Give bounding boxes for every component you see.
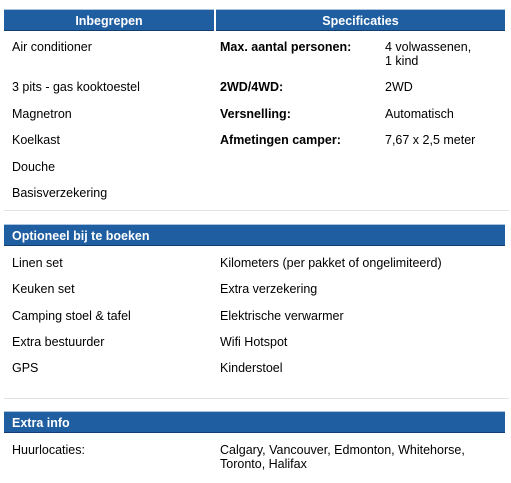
- spec-value-personen: 4 volwassenen,: [385, 40, 472, 54]
- extra-info-label-huurlocaties: Huurlocaties:: [12, 443, 85, 457]
- optional-item-verwarmer: Elektrische verwarmer: [220, 309, 344, 323]
- included-item-kooktoestel: 3 pits - gas kooktoestel: [12, 80, 140, 94]
- spec-value-personen-line2: 1 kind: [385, 54, 419, 68]
- optional-item-keuken-set: Keuken set: [12, 282, 75, 296]
- section-divider: [4, 210, 509, 211]
- header-optioneel: Optioneel bij te boeken: [4, 224, 505, 246]
- optional-item-wifi-hotspot: Wifi Hotspot: [220, 335, 288, 349]
- optional-item-extra-bestuurder: Extra bestuurder: [12, 335, 105, 349]
- header-extra-info: Extra info: [4, 411, 505, 433]
- optional-item-linen-set: Linen set: [12, 256, 63, 270]
- optional-item-gps: GPS: [12, 361, 39, 375]
- spec-value-afmetingen: 7,67 x 2,5 meter: [385, 133, 476, 147]
- included-item-douche: Douche: [12, 160, 56, 174]
- extra-info-value-locaties: Calgary, Vancouver, Edmonton, Whitehorse,: [220, 443, 465, 457]
- header-inbegrepen: Inbegrepen: [4, 9, 214, 31]
- optional-item-kinderstoel: Kinderstoel: [220, 361, 283, 375]
- spec-value-aandrijving: 2WD: [385, 80, 413, 94]
- spec-label-versnelling: Versnelling:: [220, 107, 291, 121]
- spec-label-aandrijving: 2WD/4WD:: [220, 80, 284, 94]
- header-specificaties: Specificaties: [216, 9, 505, 31]
- spec-label-afmetingen: Afmetingen camper:: [220, 133, 341, 147]
- optional-item-kilometers: Kilometers (per pakket of ongelimiteerd): [220, 256, 442, 270]
- optional-item-camping-stoel: Camping stoel & tafel: [12, 309, 131, 323]
- included-item-air-conditioner: Air conditioner: [12, 40, 92, 54]
- included-item-magnetron: Magnetron: [12, 107, 72, 121]
- spec-label-personen: Max. aantal personen:: [220, 40, 352, 54]
- included-item-basisverzekering: Basisverzekering: [12, 186, 108, 200]
- included-item-koelkast: Koelkast: [12, 133, 60, 147]
- section-divider: [4, 398, 509, 399]
- optional-item-extra-verzekering: Extra verzekering: [220, 282, 318, 296]
- spec-value-versnelling: Automatisch: [385, 107, 454, 121]
- extra-info-value-locaties-line2: Toronto, Halifax: [220, 457, 307, 471]
